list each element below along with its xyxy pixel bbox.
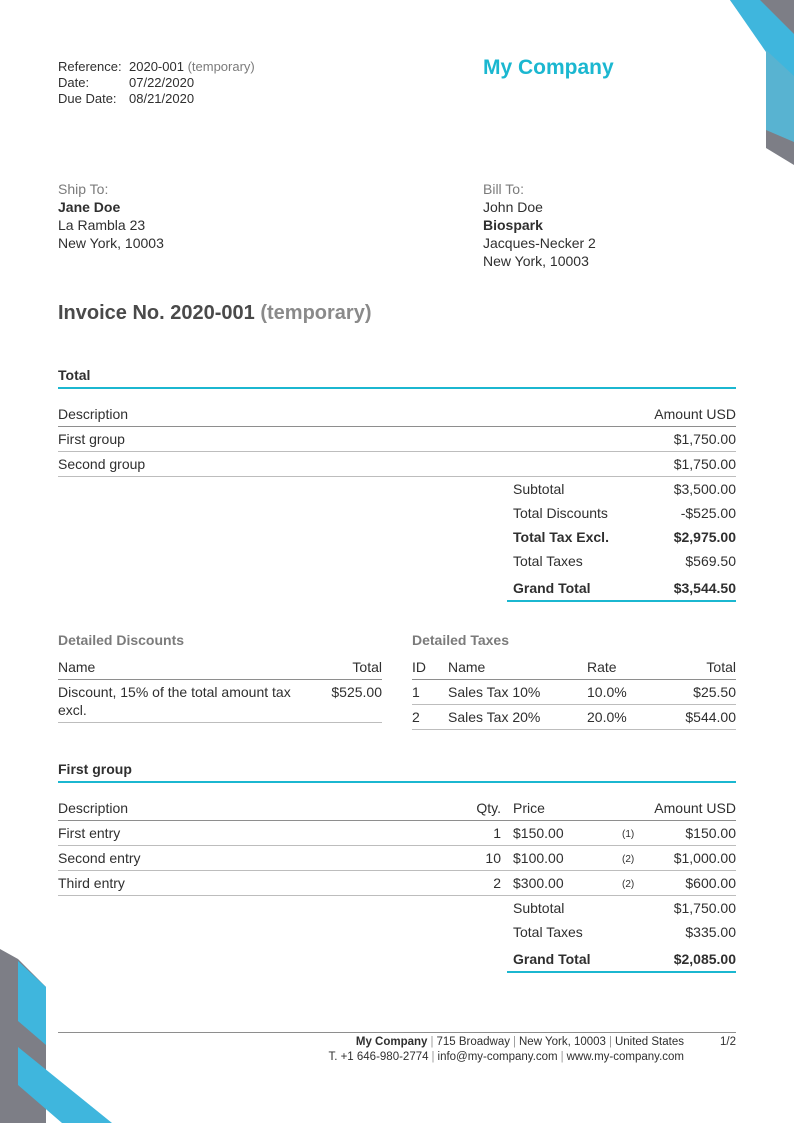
bill-to-company: Biospark [483, 217, 543, 233]
top-right-corner-decoration [670, 0, 794, 165]
grand-total-underline [507, 600, 736, 602]
divider [412, 729, 736, 730]
reference-value: 2020-001 [129, 59, 184, 74]
group-col-amount: Amount USD [654, 800, 736, 816]
first-group-title: First group [58, 761, 132, 777]
total-row-amount: $1,750.00 [673, 456, 736, 472]
group-subtotal-label: Subtotal [513, 900, 565, 916]
entry-qty: 2 [493, 875, 501, 891]
discounts-title: Detailed Discounts [58, 632, 185, 648]
bill-to-line2: New York, 10003 [483, 253, 589, 269]
ship-to-label: Ship To: [58, 181, 109, 197]
entry-price: $100.00 [513, 850, 564, 866]
entry-price: $150.00 [513, 825, 564, 841]
discounts-col-name: Name [58, 659, 96, 675]
ship-to-line2: New York, 10003 [58, 235, 164, 251]
discount-name-line1: Discount, 15% of the total amount tax [58, 684, 291, 700]
entry-description: Second entry [58, 850, 141, 866]
footer-country: United States [614, 1036, 684, 1048]
bill-to-block [483, 180, 596, 270]
divider [412, 679, 736, 680]
divider [58, 476, 736, 477]
group-grand-total-label: Grand Total [513, 951, 591, 967]
footer-contact-line: T. +1 646-980-2774 | info@my-company.com | www.my-company.com [328, 1051, 684, 1063]
entry-tax-ref: (2) [622, 879, 635, 890]
reference-label: Reference: [58, 59, 122, 74]
tax-name: Sales Tax 10% [448, 684, 541, 700]
bill-to-name: John Doe [483, 199, 543, 215]
divider [58, 870, 736, 871]
entry-description: First entry [58, 825, 121, 841]
ship-to-name: Jane Doe [58, 199, 121, 215]
divider [58, 722, 382, 723]
entry-description: Third entry [58, 875, 125, 891]
invoice-meta [58, 59, 255, 107]
ship-to-block [58, 180, 164, 252]
group-col-description: Description [58, 800, 129, 816]
tax-excl-label: Total Tax Excl. [513, 529, 609, 545]
taxes-col-rate: Rate [587, 659, 617, 675]
divider [58, 679, 382, 680]
invoice-note: (temporary) [260, 302, 372, 324]
tax-id: 2 [412, 709, 420, 725]
group-taxes-label: Total Taxes [513, 924, 583, 940]
taxes-value: $569.50 [685, 553, 736, 569]
group-taxes-value: $335.00 [685, 924, 736, 940]
entry-price: $300.00 [513, 875, 564, 891]
footer-address: 715 Broadway [436, 1036, 510, 1048]
divider [58, 451, 736, 452]
tax-rate: 20.0% [587, 709, 627, 725]
due-date-value: 08/21/2020 [129, 91, 195, 106]
discount-name-line2: excl. [58, 702, 87, 718]
taxes-title: Detailed Taxes [412, 632, 510, 648]
discounts-col-total: Total [352, 659, 382, 675]
ship-to-line1: La Rambla 23 [58, 217, 146, 233]
entry-qty: 10 [485, 850, 501, 866]
taxes-col-id: ID [412, 659, 426, 675]
total-row-description: Second group [58, 456, 146, 472]
total-section-underline [58, 387, 736, 389]
invoice-number: Invoice No. 2020-001 [58, 302, 255, 324]
divider [58, 845, 736, 846]
total-col-description: Description [58, 406, 129, 422]
entry-amount: $600.00 [685, 875, 736, 891]
total-col-amount: Amount USD [654, 406, 736, 422]
footer-divider [58, 1032, 736, 1033]
divider [58, 426, 736, 427]
page-number: 1/2 [720, 1036, 736, 1048]
footer-website[interactable]: www.my-company.com [566, 1051, 684, 1063]
invoice-title [58, 302, 371, 325]
total-row-description: First group [58, 431, 125, 447]
footer-email[interactable]: info@my-company.com [437, 1051, 558, 1063]
discount-total: $525.00 [331, 684, 382, 700]
tax-total: $25.50 [693, 684, 736, 700]
tax-id: 1 [412, 684, 420, 700]
footer-city: New York, 10003 [519, 1036, 606, 1048]
grand-total-value: $3,544.50 [673, 580, 736, 596]
footer-company: My Company [355, 1036, 428, 1048]
due-date-label: Due Date: [58, 91, 117, 106]
date-value: 07/22/2020 [129, 75, 195, 90]
bill-to-label: Bill To: [483, 181, 524, 197]
footer-address-line: My Company | 715 Broadway | New York, 10003 | United States [355, 1036, 684, 1048]
group-subtotal-value: $1,750.00 [673, 900, 736, 916]
taxes-col-name: Name [448, 659, 486, 675]
tax-excl-value: $2,975.00 [673, 529, 736, 545]
bottom-left-corner-decoration [0, 949, 112, 1123]
entry-tax-ref: (2) [622, 854, 635, 865]
entry-tax-ref: (1) [622, 829, 635, 840]
taxes-label: Total Taxes [513, 553, 583, 569]
divider [58, 820, 736, 821]
bill-to-line1: Jacques-Necker 2 [483, 235, 596, 251]
subtotal-label: Subtotal [513, 481, 565, 497]
entry-amount: $1,000.00 [673, 850, 736, 866]
group-col-qty: Qty. [476, 800, 501, 816]
subtotal-value: $3,500.00 [673, 481, 736, 497]
tax-name: Sales Tax 20% [448, 709, 541, 725]
company-logo-text: My Company [483, 56, 614, 79]
entry-amount: $150.00 [685, 825, 736, 841]
discounts-label: Total Discounts [513, 505, 608, 521]
group-grand-total-underline [507, 971, 736, 973]
first-group-underline [58, 781, 736, 783]
date-label: Date: [58, 75, 90, 90]
group-grand-total-value: $2,085.00 [673, 951, 736, 967]
grand-total-label: Grand Total [513, 580, 591, 596]
discounts-value: -$525.00 [680, 505, 736, 521]
reference-note: (temporary) [187, 59, 255, 74]
taxes-col-total: Total [706, 659, 736, 675]
group-col-price: Price [513, 800, 545, 816]
total-section-title: Total [58, 367, 91, 383]
entry-qty: 1 [493, 825, 501, 841]
tax-rate: 10.0% [587, 684, 627, 700]
footer-phone: T. +1 646-980-2774 [328, 1051, 429, 1063]
tax-total: $544.00 [685, 709, 736, 725]
divider [412, 704, 736, 705]
divider [58, 895, 736, 896]
total-row-amount: $1,750.00 [673, 431, 736, 447]
